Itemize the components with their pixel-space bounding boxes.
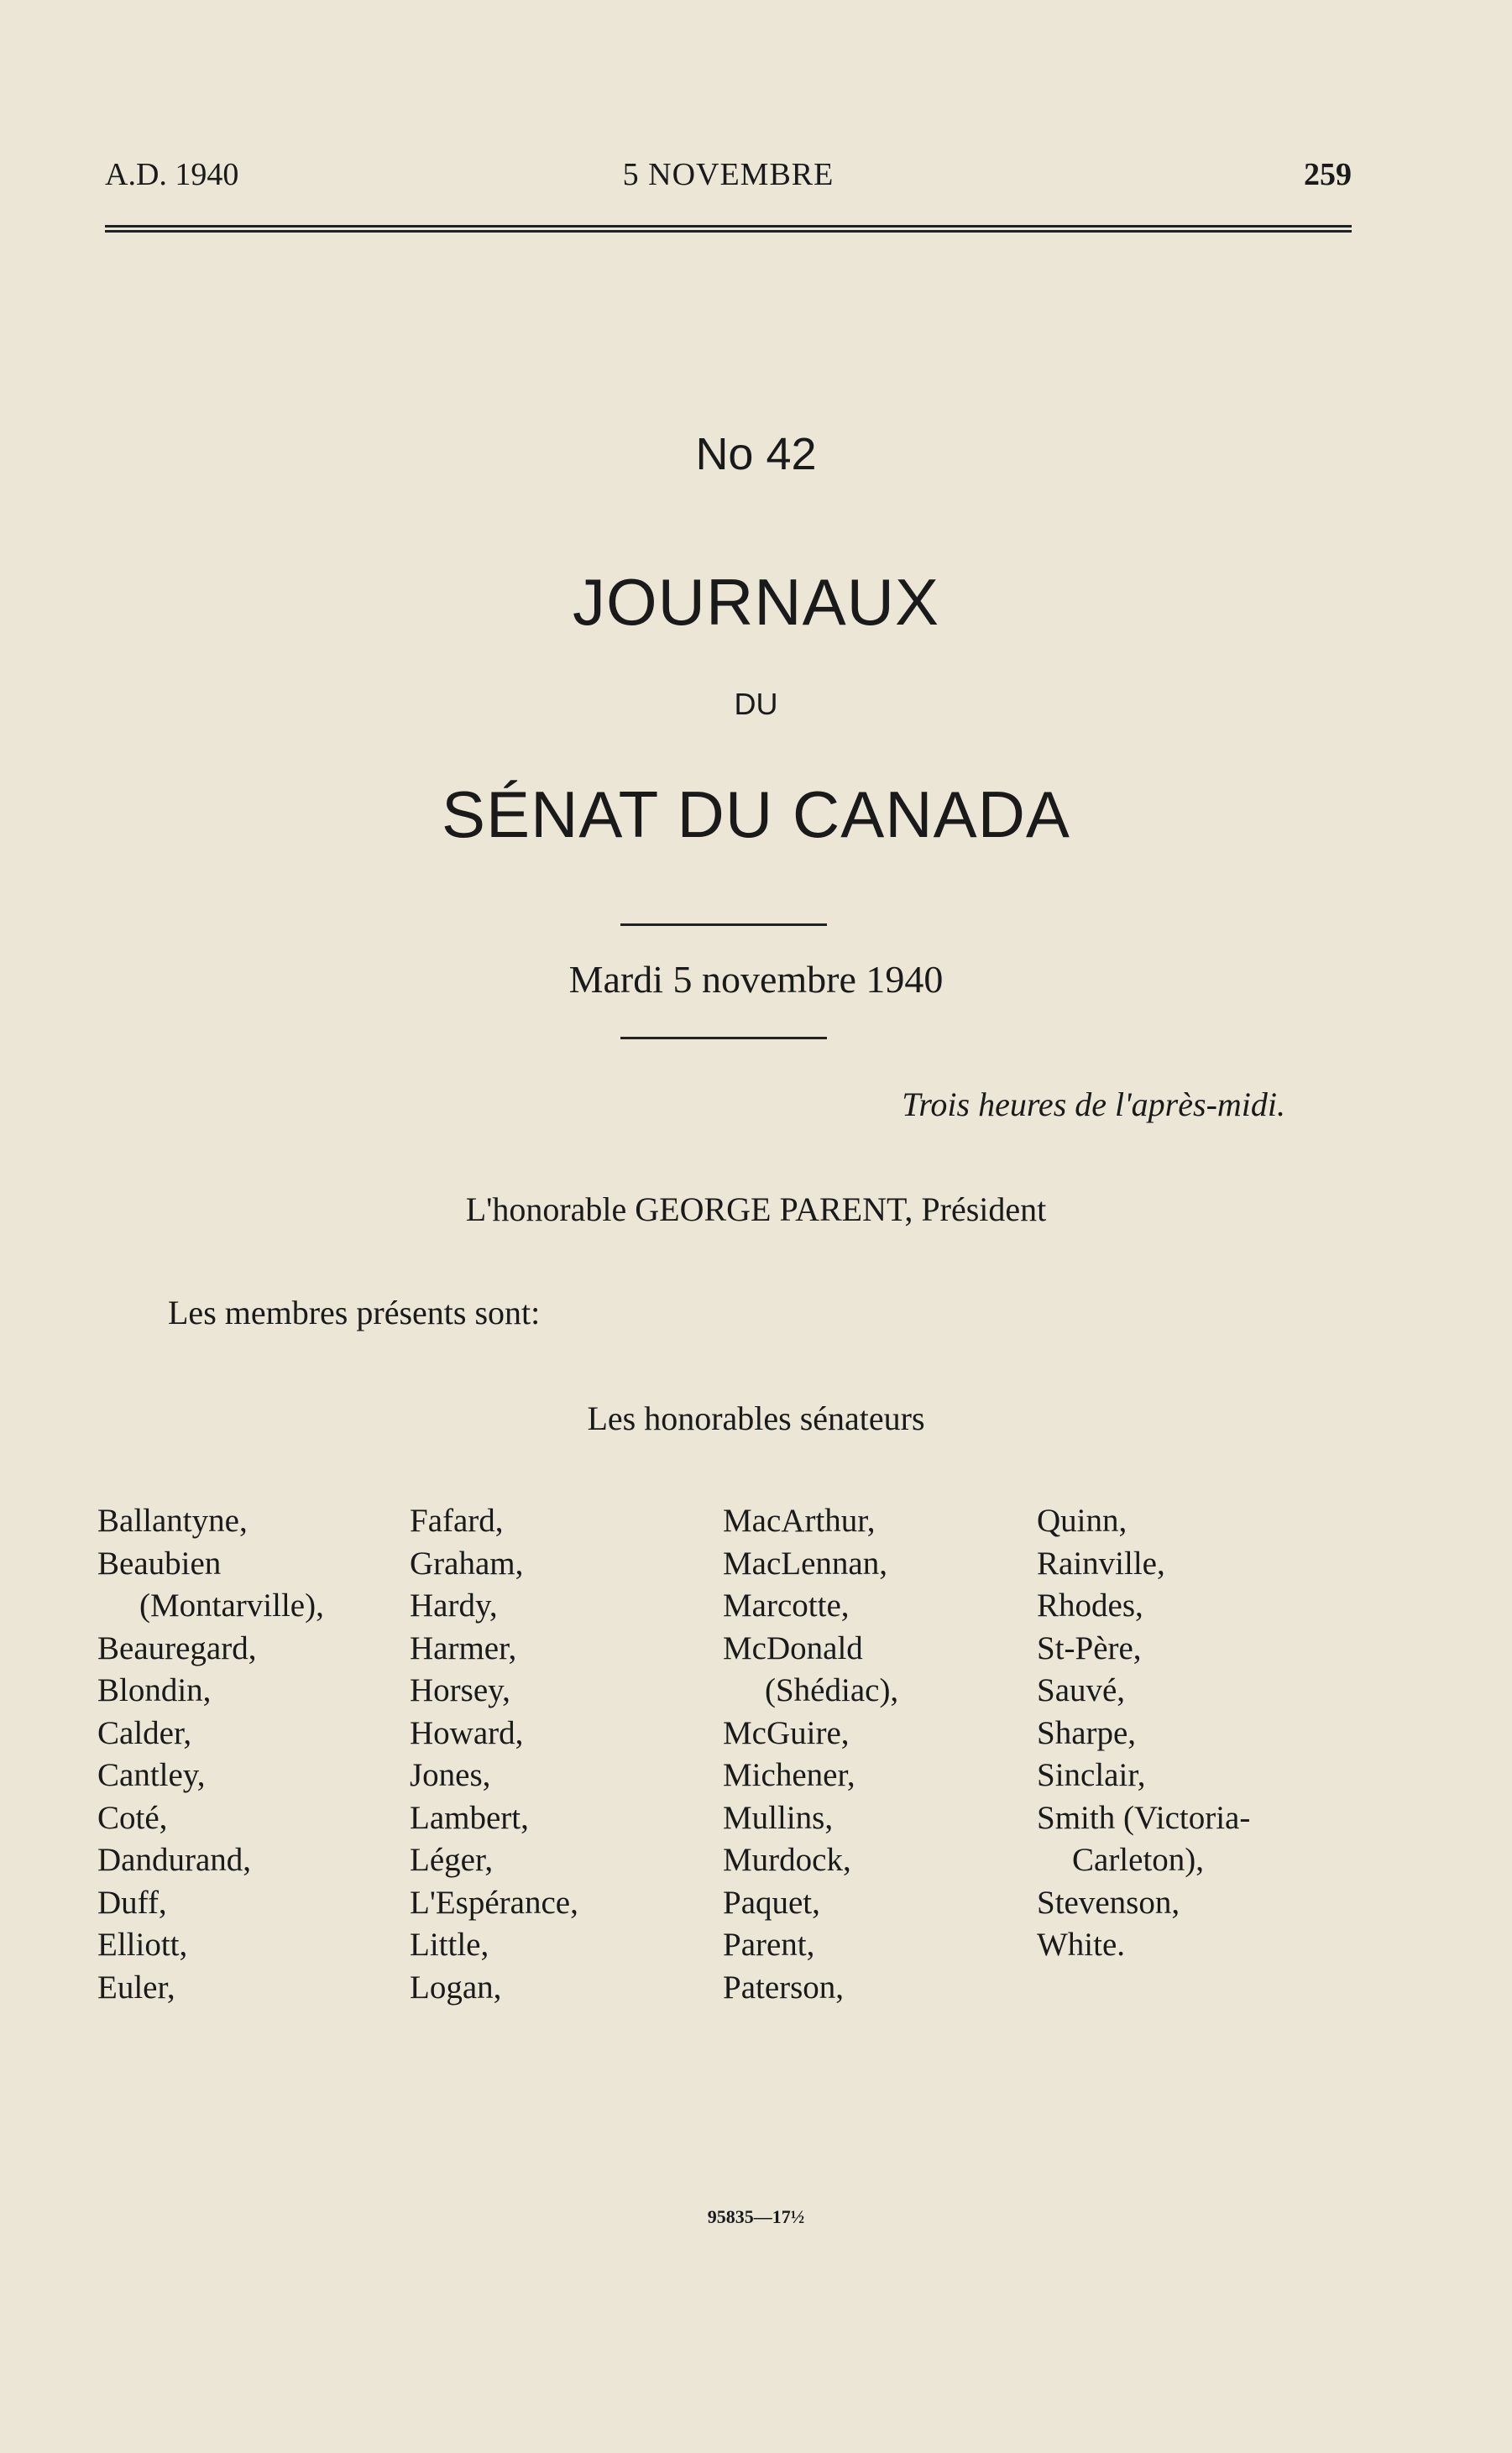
senator-name: Michener, xyxy=(723,1757,855,1793)
senator-name: Mullins, xyxy=(723,1799,834,1836)
senator-name: Ballantyne, xyxy=(97,1503,248,1539)
senator-name: (Montarville), xyxy=(139,1587,324,1624)
senator-name: Horsey, xyxy=(410,1672,510,1708)
senator-name: Logan, xyxy=(410,1969,502,2006)
senator-name: Calder, xyxy=(97,1714,192,1751)
senator-name: Dandurand, xyxy=(97,1842,252,1878)
sitting-date: Mardi 5 novembre 1940 xyxy=(568,958,944,1001)
senator-name: Quinn, xyxy=(1037,1503,1127,1539)
senator-name: Cantley, xyxy=(97,1757,206,1793)
members-present-intro: Les membres présents sont: xyxy=(168,1294,541,1331)
header-year: A.D. 1940 xyxy=(105,157,239,192)
senator-name: Beaubien xyxy=(97,1545,222,1582)
senator-name: McGuire, xyxy=(723,1714,850,1751)
senator-name: Beauregard, xyxy=(97,1629,257,1666)
senator-name: Murdock, xyxy=(723,1842,851,1878)
header-date: 5 NOVEMBRE xyxy=(622,157,834,192)
senator-name: (Shédiac), xyxy=(765,1672,899,1708)
divider-bottom xyxy=(620,1037,827,1039)
senator-name: Hardy, xyxy=(410,1587,498,1624)
senator-name: Sauvé, xyxy=(1037,1672,1126,1708)
page-header xyxy=(105,156,1352,198)
sitting-time: Trois heures de l'après-midi. xyxy=(902,1085,1285,1123)
senator-name: Little, xyxy=(410,1927,489,1963)
senator-name: McDonald xyxy=(723,1629,863,1666)
senator-name: Paquet, xyxy=(723,1884,820,1921)
senator-column-4 xyxy=(1037,1500,1250,1967)
journal-senate: SÉNAT DU CANADA xyxy=(442,777,1070,851)
senator-column-2 xyxy=(410,1500,578,2009)
senator-name: Elliott, xyxy=(97,1927,188,1963)
journal-number: No 42 xyxy=(695,429,817,479)
senator-name: Graham, xyxy=(410,1545,524,1582)
senator-name: White. xyxy=(1037,1927,1126,1963)
senator-name: Carleton), xyxy=(1072,1842,1205,1878)
senator-column-1 xyxy=(97,1500,324,2009)
journal-du: DU xyxy=(734,687,778,721)
senator-name: Sharpe, xyxy=(1037,1714,1137,1751)
senator-name: Smith (Victoria- xyxy=(1037,1799,1251,1836)
senator-column-3 xyxy=(723,1500,898,2009)
print-code: 95835—17½ xyxy=(707,2206,805,2227)
senator-name: Blondin, xyxy=(97,1672,212,1708)
senator-name: Parent, xyxy=(723,1927,815,1963)
senator-name: Sinclair, xyxy=(1037,1757,1146,1793)
senator-name: Stevenson, xyxy=(1037,1884,1180,1921)
senator-name: Harmer, xyxy=(410,1629,517,1666)
senator-name: MacArthur, xyxy=(723,1503,876,1539)
senator-name: Howard, xyxy=(410,1714,524,1751)
senator-name: Euler, xyxy=(97,1969,175,2006)
senator-name: Fafard, xyxy=(410,1503,504,1539)
senator-name: Marcotte, xyxy=(723,1587,850,1624)
senator-name: Paterson, xyxy=(723,1969,845,2006)
senator-name: Lambert, xyxy=(410,1799,529,1836)
senator-name: Rhodes, xyxy=(1037,1587,1143,1624)
senator-name: L'Espérance, xyxy=(410,1884,578,1921)
senator-name: Coté, xyxy=(97,1799,168,1836)
header-double-rule xyxy=(105,225,1352,233)
senator-name: MacLennan, xyxy=(723,1545,887,1582)
page-number: 259 xyxy=(1304,157,1352,192)
divider-top xyxy=(620,923,827,926)
senator-name: Duff, xyxy=(97,1884,167,1921)
senator-name: Léger, xyxy=(410,1842,494,1878)
senator-name: Rainville, xyxy=(1037,1545,1165,1582)
senator-name: St-Père, xyxy=(1037,1629,1142,1666)
presiding-officer: L'honorable GEORGE PARENT, Président xyxy=(465,1190,1047,1228)
journal-title: JOURNAUX xyxy=(572,565,940,639)
senators-heading: Les honorables sénateurs xyxy=(587,1399,925,1437)
senator-name: Jones, xyxy=(410,1757,491,1793)
